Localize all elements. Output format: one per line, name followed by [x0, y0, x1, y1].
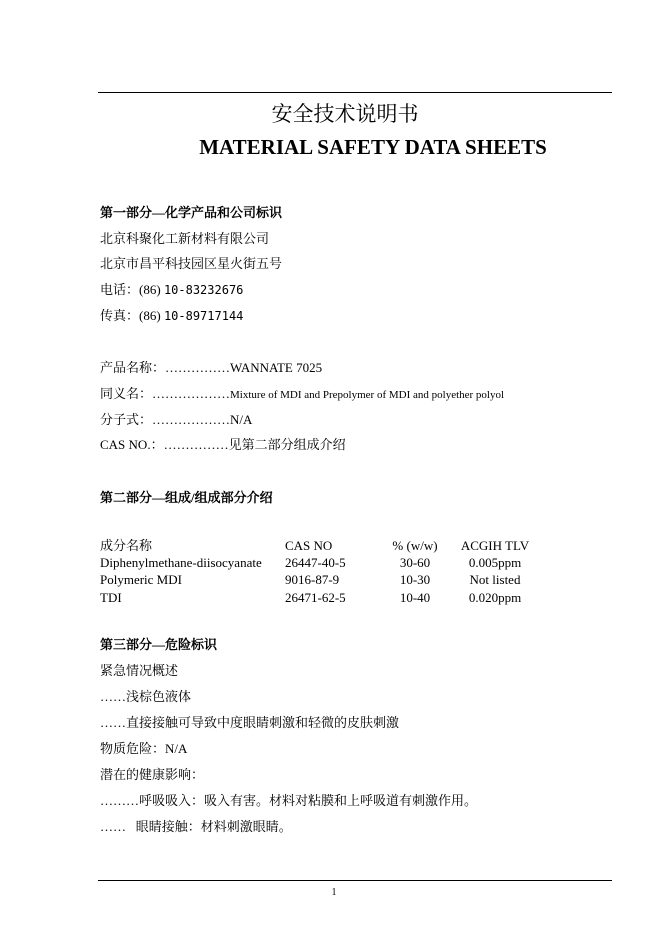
- phone-code: (86): [139, 282, 161, 297]
- product-name-line: [100, 360, 322, 376]
- table-cell: 9016-87-9: [285, 572, 340, 587]
- header-rule: [98, 92, 612, 93]
- table-header-cell: CAS NO: [285, 538, 333, 553]
- fax-label: 传真：: [100, 308, 140, 323]
- document-title-cn: 安全技术说明书: [271, 102, 419, 126]
- hazard-line: 紧急情况概述: [100, 663, 179, 678]
- table-cell: Not listed: [469, 572, 521, 587]
- footer-rule: [98, 880, 612, 881]
- fax-line: [100, 308, 243, 324]
- hazard-line: ………呼吸吸入：吸入有害。材料对粘膜和上呼吸道有刺激作用。: [100, 793, 478, 808]
- synonym-value: Mixture of MDI and Prepolymer of MDI and polyether polyol: [230, 389, 505, 401]
- table-cell: 30-60: [399, 555, 431, 570]
- section1-heading: 第一部分—化学产品和公司标识: [100, 205, 283, 220]
- product-name-label: 产品名称：……………: [100, 360, 231, 375]
- phone-label: 电话：: [100, 282, 140, 297]
- section3-heading: 第三部分—危险标识: [100, 637, 218, 652]
- page-number: 1: [331, 887, 337, 898]
- cas-value: 见第二部分组成介绍: [228, 437, 346, 452]
- table-header-cell: % (w/w): [392, 538, 438, 553]
- phone-line: [100, 282, 243, 298]
- table-cell: TDI: [100, 590, 122, 605]
- company-name: 北京科聚化工新材料有限公司: [100, 231, 270, 246]
- table-cell: Diphenylmethane-diisocyanate: [100, 555, 262, 570]
- table-cell: 10-40: [399, 590, 431, 605]
- formula-line: [100, 412, 252, 428]
- table-cell: 0.005ppm: [468, 555, 522, 570]
- hazard-line: 物质危险：N/A: [100, 741, 188, 756]
- section2-heading: 第二部分—组成/组成部分介绍: [100, 490, 273, 505]
- formula-value: N/A: [230, 412, 253, 427]
- table-cell: 0.020ppm: [468, 590, 522, 605]
- synonym-label: 同义名：………………: [100, 386, 231, 401]
- hazard-line: ……浅棕色液体: [100, 689, 192, 704]
- table-header-cell: 成分名称: [100, 538, 153, 553]
- formula-label: 分子式：………………: [100, 412, 231, 427]
- table-cell: 26447-40-5: [285, 555, 346, 570]
- hazard-line: …… 眼睛接触：材料刺激眼睛。: [100, 819, 292, 834]
- table-cell: 26471-62-5: [285, 590, 346, 605]
- table-cell: Polymeric MDI: [100, 572, 182, 587]
- hazard-line: ……直接接触可导致中度眼睛刺激和轻微的皮肤刺激: [100, 715, 400, 730]
- cas-line: [100, 437, 346, 453]
- synonym-line: [100, 386, 504, 403]
- table-cell: 10-30: [399, 572, 431, 587]
- cas-label: CAS NO.：……………: [100, 437, 229, 452]
- document-title-en: MATERIAL SAFETY DATA SHEETS: [199, 135, 547, 159]
- fax-number: 10-89717144: [163, 309, 244, 323]
- fax-code: (86): [139, 308, 161, 323]
- hazard-line: 潜在的健康影响：: [100, 767, 205, 782]
- table-header-cell: ACGIH TLV: [460, 538, 530, 553]
- company-address: 北京市昌平科技园区星火街五号: [100, 256, 283, 271]
- product-name-value: WANNATE 7025: [230, 360, 323, 375]
- phone-number: 10-83232676: [163, 283, 244, 297]
